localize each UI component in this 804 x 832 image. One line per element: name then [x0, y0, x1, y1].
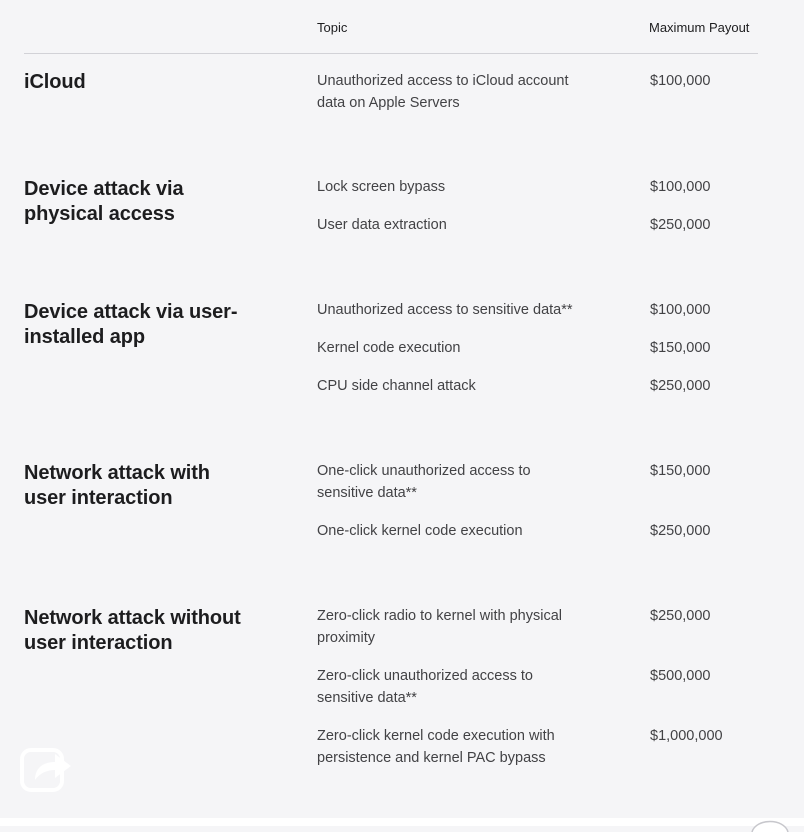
share-button[interactable]	[19, 742, 75, 796]
payout-cell: $250,000	[650, 217, 711, 233]
share-icon	[19, 742, 75, 796]
category-network-with-interaction: Network attack with user interaction	[24, 462, 210, 509]
category-icloud: iCloud	[24, 71, 86, 93]
topic-cell: Zero-click unauthorized access to sensitive data**	[317, 668, 533, 706]
topic-column-header: Topic	[317, 20, 348, 35]
header-divider	[24, 53, 758, 54]
payout-cell: $100,000	[650, 73, 711, 89]
scroll-indicator-icon	[750, 812, 790, 832]
payout-cell: $1,000,000	[650, 728, 723, 744]
category-user-installed-app: Device attack via user- installed app	[24, 301, 238, 348]
topic-cell: User data extraction	[317, 217, 447, 233]
payout-cell: $500,000	[650, 668, 711, 684]
category-network-without-interaction: Network attack without user interaction	[24, 607, 241, 654]
payout-column-header: Maximum Payout	[649, 20, 750, 35]
topic-cell: Lock screen bypass	[317, 179, 446, 195]
topic-cell: Zero-click radio to kernel with physical proximity	[317, 608, 562, 646]
topic-cell: Unauthorized access to iCloud account data on Apple Servers	[317, 73, 569, 111]
topic-cell: Unauthorized access to sensitive data**	[317, 302, 573, 318]
payout-cell: $100,000	[650, 302, 711, 318]
payout-cell: $150,000	[650, 340, 711, 356]
bottom-edge	[0, 818, 804, 826]
payout-cell: $150,000	[650, 463, 711, 479]
payout-cell: $250,000	[650, 608, 711, 624]
payout-cell: $250,000	[650, 378, 711, 394]
payout-cell: $100,000	[650, 179, 711, 195]
topic-cell: One-click kernel code execution	[317, 523, 523, 539]
topic-cell: Zero-click kernel code execution with persistence and kernel PAC bypass	[317, 728, 555, 766]
topic-cell: One-click unauthorized access to sensitive data**	[317, 463, 531, 501]
payout-cell: $250,000	[650, 523, 711, 539]
topic-cell: CPU side channel attack	[317, 378, 476, 394]
category-physical-access: Device attack via physical access	[24, 178, 184, 225]
topic-cell: Kernel code execution	[317, 340, 461, 356]
